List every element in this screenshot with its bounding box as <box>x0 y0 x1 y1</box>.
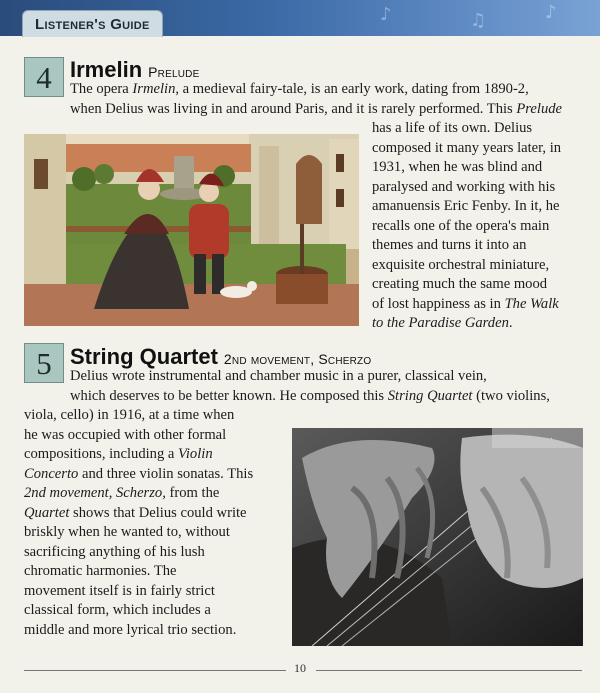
text-segment: viola, cello) in 1916, at a time when <box>24 407 235 423</box>
listeners-guide-tab: Listener's Guide <box>22 10 163 37</box>
text-segment: creating much the same mood <box>372 276 548 292</box>
text-line <box>24 426 253 446</box>
text-segment: from the <box>165 485 220 501</box>
text-line <box>372 197 561 217</box>
text-segment: of lost happiness as in <box>372 295 505 312</box>
text-line <box>70 80 562 100</box>
text-line <box>24 406 253 426</box>
text-segment: to the Paradise Garden <box>372 315 509 331</box>
text-segment: chromatic harmonies. The <box>24 563 177 579</box>
section-body-text-wrapped <box>372 119 561 334</box>
text-segment: Irmelin <box>132 81 176 97</box>
section-number-badge: 4 <box>24 57 64 97</box>
text-segment: Concerto <box>24 465 79 482</box>
text-segment: Delius wrote instrumental and chamber music in a purer, classical vein, <box>70 368 487 384</box>
text-line <box>24 504 253 524</box>
text-line <box>372 256 561 276</box>
text-segment: middle and more lyrical trio section. <box>24 621 237 638</box>
text-line <box>24 445 253 465</box>
text-segment: compositions, including a <box>24 446 179 462</box>
section-body-text <box>70 367 550 406</box>
section-body-text <box>70 80 562 119</box>
text-segment: 2nd movement, Scherzo, <box>24 485 166 501</box>
text-segment: amanuensis Eric Fenby. In it, he <box>372 198 560 214</box>
section-title-text: String Quartet <box>70 344 218 369</box>
text-segment: paralysed and working with his <box>372 178 556 195</box>
text-segment: Quartet <box>24 504 70 521</box>
text-segment: Violin <box>178 446 213 462</box>
text-segment: composed it many years later, in <box>372 139 562 156</box>
text-segment: sacrificing anything of his lush <box>24 543 205 560</box>
text-line <box>372 314 561 334</box>
text-segment: has a life of its own. Delius <box>372 120 533 136</box>
music-note-icon: ♪ <box>545 2 557 23</box>
text-line <box>24 582 253 602</box>
cellist-hands-photo <box>292 428 583 646</box>
text-segment: recalls one of the opera's main <box>372 217 550 234</box>
text-segment: 1931, when he was blind and <box>372 159 543 175</box>
text-segment: when Delius was living in and around Paris, and it is rarely performed. This <box>70 100 517 117</box>
text-line <box>372 217 561 237</box>
text-segment: String Quartet <box>387 387 473 404</box>
medieval-garden-illustration <box>24 134 359 326</box>
text-segment: which deserves to be better known. He composed this <box>70 387 388 404</box>
text-line <box>70 367 550 387</box>
text-segment: The opera <box>70 81 133 97</box>
text-line <box>372 158 561 178</box>
text-line <box>24 621 253 641</box>
section-number-badge: 5 <box>24 343 64 383</box>
section-subtitle: Prelude <box>148 64 200 80</box>
text-line <box>372 236 561 256</box>
text-line <box>24 523 253 543</box>
text-segment: and three violin sonatas. This <box>78 465 254 482</box>
text-line <box>70 387 550 407</box>
text-line <box>372 119 561 139</box>
text-segment: he was occupied with other formal <box>24 426 227 443</box>
text-line <box>372 275 561 295</box>
text-line <box>372 178 561 198</box>
text-line <box>372 139 561 159</box>
text-segment: shows that Delius could write <box>69 504 247 521</box>
text-line <box>372 295 561 315</box>
music-note-icon: ♫ <box>470 10 487 31</box>
text-segment: Prelude <box>516 100 563 117</box>
section-body-text-wrapped <box>24 406 253 640</box>
text-segment: classical form, which includes a <box>24 602 211 618</box>
text-line <box>24 562 253 582</box>
section-subtitle: 2nd movement, Scherzo <box>223 351 372 367</box>
text-segment: The Walk <box>504 295 559 312</box>
text-line <box>24 601 253 621</box>
text-line <box>24 484 253 504</box>
text-segment: movement itself is in fairly strict <box>24 582 215 599</box>
text-line <box>24 465 253 485</box>
text-segment: exquisite orchestral miniature, <box>372 256 550 273</box>
text-segment: . <box>508 315 513 331</box>
text-line <box>24 543 253 563</box>
page-number: 10 <box>294 661 306 675</box>
text-segment: briskly when he wanted to, without <box>24 524 230 540</box>
section-title-text: Irmelin <box>70 57 143 82</box>
text-segment: , a medieval fairy-tale, is an early work, dating from 1890-2, <box>175 81 529 97</box>
music-note-icon: ♪ <box>380 4 392 25</box>
text-segment: themes and turns it into an <box>372 237 527 253</box>
text-line <box>70 100 562 120</box>
text-segment: (two violins, <box>472 387 550 404</box>
